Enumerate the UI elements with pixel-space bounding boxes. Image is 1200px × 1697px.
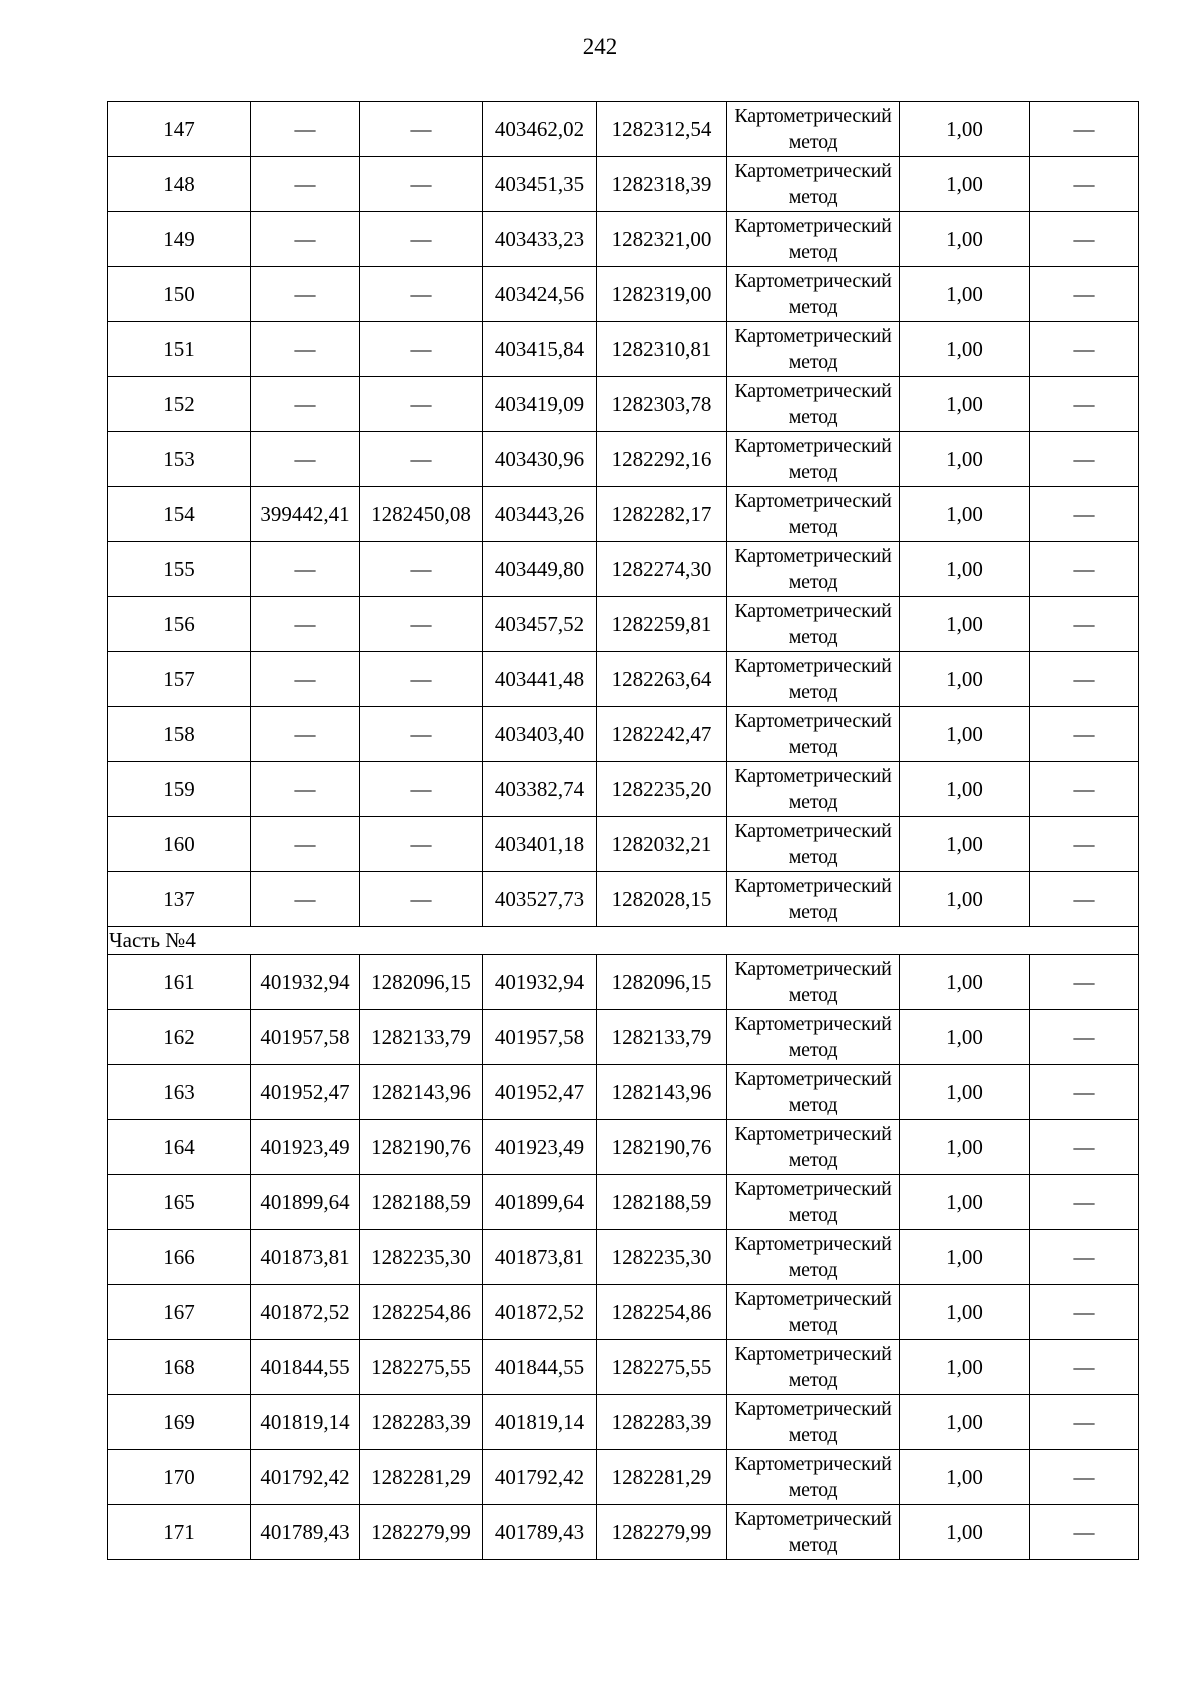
method-cell: Картометрический метод [727, 377, 900, 432]
point-number-cell: 170 [108, 1450, 251, 1505]
description-cell: — [1030, 102, 1139, 157]
point-number-cell: 153 [108, 432, 251, 487]
accuracy-cell: 1,00 [900, 432, 1030, 487]
point-number-cell: 149 [108, 212, 251, 267]
existing-x-cell: — [251, 817, 360, 872]
new-y-cell: 1282321,00 [597, 212, 727, 267]
existing-y-cell: 1282450,08 [360, 487, 483, 542]
point-number-cell: 158 [108, 707, 251, 762]
existing-y-cell: — [360, 157, 483, 212]
method-cell: Картометрический метод [727, 597, 900, 652]
point-number-cell: 155 [108, 542, 251, 597]
new-x-cell: 403424,56 [483, 267, 597, 322]
point-number-cell: 161 [108, 955, 251, 1010]
existing-x-cell: — [251, 652, 360, 707]
new-x-cell: 403451,35 [483, 157, 597, 212]
description-cell: — [1030, 212, 1139, 267]
new-y-cell: 1282242,47 [597, 707, 727, 762]
point-number-cell: 152 [108, 377, 251, 432]
description-cell: — [1030, 1450, 1139, 1505]
existing-x-cell: — [251, 707, 360, 762]
method-cell: Картометрический метод [727, 542, 900, 597]
new-y-cell: 1282263,64 [597, 652, 727, 707]
new-y-cell: 1282282,17 [597, 487, 727, 542]
method-cell: Картометрический метод [727, 1175, 900, 1230]
existing-y-cell: 1282275,55 [360, 1340, 483, 1395]
existing-y-cell: 1282283,39 [360, 1395, 483, 1450]
existing-y-cell: — [360, 377, 483, 432]
new-x-cell: 401932,94 [483, 955, 597, 1010]
method-cell: Картометрический метод [727, 1010, 900, 1065]
existing-y-cell: — [360, 817, 483, 872]
point-number-cell: 154 [108, 487, 251, 542]
existing-x-cell: 401923,49 [251, 1120, 360, 1175]
accuracy-cell: 1,00 [900, 322, 1030, 377]
existing-x-cell: — [251, 157, 360, 212]
accuracy-cell: 1,00 [900, 542, 1030, 597]
accuracy-cell: 1,00 [900, 817, 1030, 872]
point-number-cell: 171 [108, 1505, 251, 1560]
method-cell: Картометрический метод [727, 1450, 900, 1505]
new-y-cell: 1282188,59 [597, 1175, 727, 1230]
table-row [108, 597, 1139, 652]
new-y-cell: 1282274,30 [597, 542, 727, 597]
existing-x-cell: 401957,58 [251, 1010, 360, 1065]
table-row [108, 762, 1139, 817]
new-x-cell: 401819,14 [483, 1395, 597, 1450]
method-cell: Картометрический метод [727, 322, 900, 377]
existing-y-cell: — [360, 102, 483, 157]
accuracy-cell: 1,00 [900, 597, 1030, 652]
accuracy-cell: 1,00 [900, 212, 1030, 267]
accuracy-cell: 1,00 [900, 707, 1030, 762]
description-cell: — [1030, 542, 1139, 597]
description-cell: — [1030, 707, 1139, 762]
description-cell: — [1030, 762, 1139, 817]
new-x-cell: 401957,58 [483, 1010, 597, 1065]
new-x-cell: 403527,73 [483, 872, 597, 927]
existing-y-cell: — [360, 212, 483, 267]
method-cell: Картометрический метод [727, 817, 900, 872]
new-x-cell: 403401,18 [483, 817, 597, 872]
existing-x-cell: 401899,64 [251, 1175, 360, 1230]
point-number-cell: 147 [108, 102, 251, 157]
new-y-cell: 1282319,00 [597, 267, 727, 322]
new-y-cell: 1282318,39 [597, 157, 727, 212]
existing-y-cell: 1282279,99 [360, 1505, 483, 1560]
existing-y-cell: 1282281,29 [360, 1450, 483, 1505]
table-row [108, 1230, 1139, 1285]
table-row [108, 377, 1139, 432]
method-cell: Картометрический метод [727, 1395, 900, 1450]
description-cell: — [1030, 1120, 1139, 1175]
method-cell: Картометрический метод [727, 1505, 900, 1560]
existing-x-cell: 401819,14 [251, 1395, 360, 1450]
existing-x-cell: — [251, 212, 360, 267]
existing-x-cell: — [251, 267, 360, 322]
description-cell: — [1030, 652, 1139, 707]
table-row [108, 707, 1139, 762]
new-x-cell: 401872,52 [483, 1285, 597, 1340]
method-cell: Картометрический метод [727, 707, 900, 762]
existing-x-cell: — [251, 102, 360, 157]
accuracy-cell: 1,00 [900, 1120, 1030, 1175]
accuracy-cell: 1,00 [900, 1065, 1030, 1120]
accuracy-cell: 1,00 [900, 157, 1030, 212]
new-y-cell: 1282143,96 [597, 1065, 727, 1120]
description-cell: — [1030, 1285, 1139, 1340]
table-row [108, 1175, 1139, 1230]
point-number-cell: 164 [108, 1120, 251, 1175]
existing-y-cell: — [360, 597, 483, 652]
accuracy-cell: 1,00 [900, 872, 1030, 927]
description-cell: — [1030, 1230, 1139, 1285]
existing-x-cell: — [251, 322, 360, 377]
new-y-cell: 1282032,21 [597, 817, 727, 872]
description-cell: — [1030, 157, 1139, 212]
new-y-cell: 1282028,15 [597, 872, 727, 927]
new-y-cell: 1282235,30 [597, 1230, 727, 1285]
point-number-cell: 157 [108, 652, 251, 707]
existing-x-cell: 401932,94 [251, 955, 360, 1010]
new-x-cell: 401792,42 [483, 1450, 597, 1505]
new-x-cell: 401844,55 [483, 1340, 597, 1395]
method-cell: Картометрический метод [727, 102, 900, 157]
table-row [108, 432, 1139, 487]
description-cell: — [1030, 955, 1139, 1010]
accuracy-cell: 1,00 [900, 1450, 1030, 1505]
description-cell: — [1030, 1505, 1139, 1560]
existing-x-cell: 401872,52 [251, 1285, 360, 1340]
point-number-cell: 165 [108, 1175, 251, 1230]
existing-y-cell: 1282133,79 [360, 1010, 483, 1065]
method-cell: Картометрический метод [727, 267, 900, 322]
table-row [108, 267, 1139, 322]
table-row [108, 1450, 1139, 1505]
description-cell: — [1030, 322, 1139, 377]
accuracy-cell: 1,00 [900, 955, 1030, 1010]
new-y-cell: 1282133,79 [597, 1010, 727, 1065]
existing-x-cell: 401792,42 [251, 1450, 360, 1505]
new-x-cell: 403382,74 [483, 762, 597, 817]
description-cell: — [1030, 1175, 1139, 1230]
description-cell: — [1030, 817, 1139, 872]
accuracy-cell: 1,00 [900, 1230, 1030, 1285]
existing-y-cell: — [360, 432, 483, 487]
new-x-cell: 401952,47 [483, 1065, 597, 1120]
existing-y-cell: — [360, 707, 483, 762]
existing-y-cell: — [360, 872, 483, 927]
method-cell: Картометрический метод [727, 157, 900, 212]
description-cell: — [1030, 377, 1139, 432]
new-y-cell: 1282190,76 [597, 1120, 727, 1175]
description-cell: — [1030, 1010, 1139, 1065]
existing-y-cell: — [360, 652, 483, 707]
new-x-cell: 403443,26 [483, 487, 597, 542]
existing-y-cell: 1282254,86 [360, 1285, 483, 1340]
table-row [108, 652, 1139, 707]
accuracy-cell: 1,00 [900, 1505, 1030, 1560]
new-y-cell: 1282281,29 [597, 1450, 727, 1505]
method-cell: Картометрический метод [727, 1120, 900, 1175]
existing-x-cell: — [251, 432, 360, 487]
accuracy-cell: 1,00 [900, 1340, 1030, 1395]
new-x-cell: 403430,96 [483, 432, 597, 487]
table-row [108, 1340, 1139, 1395]
new-x-cell: 403441,48 [483, 652, 597, 707]
existing-y-cell: — [360, 542, 483, 597]
new-y-cell: 1282312,54 [597, 102, 727, 157]
new-y-cell: 1282303,78 [597, 377, 727, 432]
table-row [108, 1505, 1139, 1560]
new-x-cell: 401789,43 [483, 1505, 597, 1560]
existing-y-cell: — [360, 762, 483, 817]
new-y-cell: 1282310,81 [597, 322, 727, 377]
point-number-cell: 151 [108, 322, 251, 377]
existing-x-cell: — [251, 597, 360, 652]
method-cell: Картометрический метод [727, 1230, 900, 1285]
existing-x-cell: 401873,81 [251, 1230, 360, 1285]
new-y-cell: 1282279,99 [597, 1505, 727, 1560]
existing-y-cell: — [360, 267, 483, 322]
table-row [108, 212, 1139, 267]
accuracy-cell: 1,00 [900, 1395, 1030, 1450]
accuracy-cell: 1,00 [900, 1175, 1030, 1230]
table-row [108, 1010, 1139, 1065]
point-number-cell: 150 [108, 267, 251, 322]
point-number-cell: 148 [108, 157, 251, 212]
new-x-cell: 401923,49 [483, 1120, 597, 1175]
method-cell: Картометрический метод [727, 1340, 900, 1395]
new-x-cell: 403415,84 [483, 322, 597, 377]
accuracy-cell: 1,00 [900, 267, 1030, 322]
existing-y-cell: 1282190,76 [360, 1120, 483, 1175]
point-number-cell: 168 [108, 1340, 251, 1395]
table-row [108, 1395, 1139, 1450]
description-cell: — [1030, 597, 1139, 652]
point-number-cell: 159 [108, 762, 251, 817]
point-number-cell: 163 [108, 1065, 251, 1120]
method-cell: Картометрический метод [727, 432, 900, 487]
new-y-cell: 1282292,16 [597, 432, 727, 487]
description-cell: — [1030, 267, 1139, 322]
existing-x-cell: 401789,43 [251, 1505, 360, 1560]
accuracy-cell: 1,00 [900, 487, 1030, 542]
new-x-cell: 403433,23 [483, 212, 597, 267]
existing-y-cell: 1282235,30 [360, 1230, 483, 1285]
existing-x-cell: 401844,55 [251, 1340, 360, 1395]
method-cell: Картометрический метод [727, 212, 900, 267]
accuracy-cell: 1,00 [900, 1285, 1030, 1340]
section-label: Часть №4 [108, 927, 1139, 955]
existing-x-cell: — [251, 542, 360, 597]
point-number-cell: 162 [108, 1010, 251, 1065]
table-row [108, 1120, 1139, 1175]
point-number-cell: 167 [108, 1285, 251, 1340]
description-cell: — [1030, 1340, 1139, 1395]
new-x-cell: 401899,64 [483, 1175, 597, 1230]
coordinates-table-body [108, 102, 1139, 1560]
existing-x-cell: 399442,41 [251, 487, 360, 542]
table-row [108, 872, 1139, 927]
table-row [108, 487, 1139, 542]
table-row [108, 542, 1139, 597]
new-x-cell: 403457,52 [483, 597, 597, 652]
existing-x-cell: 401952,47 [251, 1065, 360, 1120]
existing-y-cell: 1282096,15 [360, 955, 483, 1010]
method-cell: Картометрический метод [727, 1285, 900, 1340]
new-x-cell: 403462,02 [483, 102, 597, 157]
accuracy-cell: 1,00 [900, 102, 1030, 157]
new-y-cell: 1282096,15 [597, 955, 727, 1010]
existing-x-cell: — [251, 762, 360, 817]
new-x-cell: 401873,81 [483, 1230, 597, 1285]
point-number-cell: 156 [108, 597, 251, 652]
new-y-cell: 1282259,81 [597, 597, 727, 652]
new-y-cell: 1282275,55 [597, 1340, 727, 1395]
description-cell: — [1030, 1395, 1139, 1450]
point-number-cell: 166 [108, 1230, 251, 1285]
description-cell: — [1030, 487, 1139, 542]
existing-y-cell: — [360, 322, 483, 377]
coordinates-table [107, 101, 1139, 1560]
point-number-cell: 169 [108, 1395, 251, 1450]
table-row [108, 102, 1139, 157]
existing-x-cell: — [251, 377, 360, 432]
method-cell: Картометрический метод [727, 487, 900, 542]
table-row [108, 955, 1139, 1010]
table-row [108, 322, 1139, 377]
method-cell: Картометрический метод [727, 955, 900, 1010]
table-row [108, 1285, 1139, 1340]
page-number: 242 [582, 34, 618, 59]
description-cell: — [1030, 1065, 1139, 1120]
method-cell: Картометрический метод [727, 762, 900, 817]
point-number-cell: 160 [108, 817, 251, 872]
existing-y-cell: 1282188,59 [360, 1175, 483, 1230]
accuracy-cell: 1,00 [900, 1010, 1030, 1065]
new-x-cell: 403403,40 [483, 707, 597, 762]
table-row [108, 817, 1139, 872]
new-x-cell: 403419,09 [483, 377, 597, 432]
new-y-cell: 1282283,39 [597, 1395, 727, 1450]
accuracy-cell: 1,00 [900, 762, 1030, 817]
table-row [108, 157, 1139, 212]
new-x-cell: 403449,80 [483, 542, 597, 597]
method-cell: Картометрический метод [727, 872, 900, 927]
description-cell: — [1030, 432, 1139, 487]
accuracy-cell: 1,00 [900, 377, 1030, 432]
new-y-cell: 1282235,20 [597, 762, 727, 817]
accuracy-cell: 1,00 [900, 652, 1030, 707]
table-row [108, 1065, 1139, 1120]
new-y-cell: 1282254,86 [597, 1285, 727, 1340]
method-cell: Картометрический метод [727, 1065, 900, 1120]
method-cell: Картометрический метод [727, 652, 900, 707]
point-number-cell: 137 [108, 872, 251, 927]
description-cell: — [1030, 872, 1139, 927]
existing-y-cell: 1282143,96 [360, 1065, 483, 1120]
existing-x-cell: — [251, 872, 360, 927]
section-header-row [108, 927, 1139, 955]
